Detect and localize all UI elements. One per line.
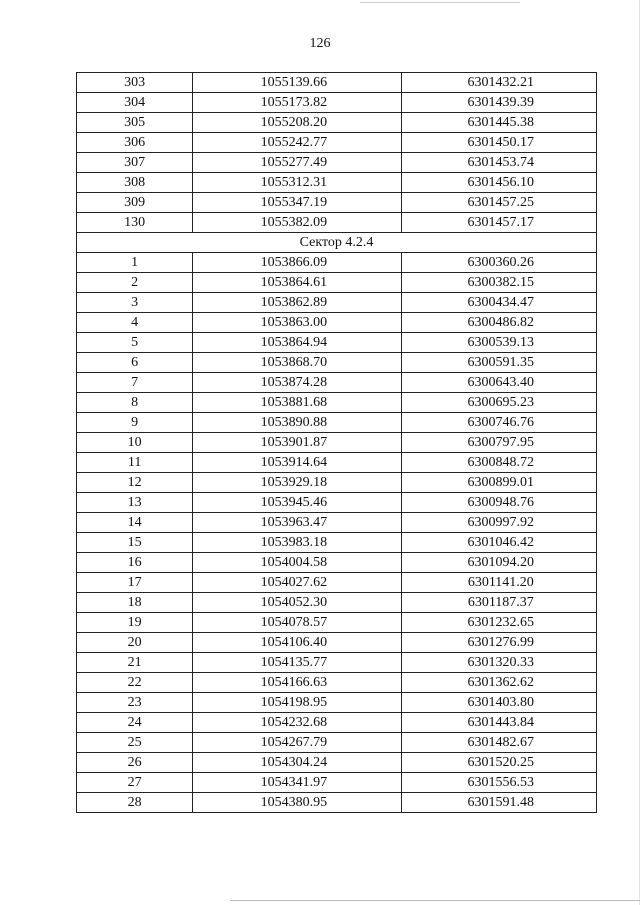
x-coordinate-cell: 1054052.30 xyxy=(193,593,401,613)
x-coordinate-cell: 1055208.20 xyxy=(193,113,401,133)
point-number-cell: 8 xyxy=(77,393,193,413)
x-coordinate-cell: 1053864.94 xyxy=(193,333,401,353)
y-coordinate-cell: 6301141.20 xyxy=(401,573,596,593)
coordinates-table xyxy=(76,72,597,813)
table-row xyxy=(77,173,597,193)
table-row xyxy=(77,773,597,793)
y-coordinate-cell: 6300434.47 xyxy=(401,293,596,313)
y-coordinate-cell: 6301457.17 xyxy=(401,213,596,233)
point-number-cell: 28 xyxy=(77,793,193,813)
point-number-cell: 20 xyxy=(77,633,193,653)
scan-artifact-bottom xyxy=(230,900,640,901)
y-coordinate-cell: 6301403.80 xyxy=(401,693,596,713)
table-row xyxy=(77,213,597,233)
y-coordinate-cell: 6301520.25 xyxy=(401,753,596,773)
x-coordinate-cell: 1054027.62 xyxy=(193,573,401,593)
x-coordinate-cell: 1053890.88 xyxy=(193,413,401,433)
y-coordinate-cell: 6301276.99 xyxy=(401,633,596,653)
table-row xyxy=(77,673,597,693)
x-coordinate-cell: 1054380.95 xyxy=(193,793,401,813)
table-row xyxy=(77,373,597,393)
x-coordinate-cell: 1053862.89 xyxy=(193,293,401,313)
point-number-cell: 9 xyxy=(77,413,193,433)
x-coordinate-cell: 1053866.09 xyxy=(193,253,401,273)
x-coordinate-cell: 1053863.00 xyxy=(193,313,401,333)
x-coordinate-cell: 1055347.19 xyxy=(193,193,401,213)
y-coordinate-cell: 6300486.82 xyxy=(401,313,596,333)
point-number-cell: 7 xyxy=(77,373,193,393)
table-row xyxy=(77,153,597,173)
x-coordinate-cell: 1054267.79 xyxy=(193,733,401,753)
point-number-cell: 5 xyxy=(77,333,193,353)
point-number-cell: 2 xyxy=(77,273,193,293)
point-number-cell: 12 xyxy=(77,473,193,493)
point-number-cell: 6 xyxy=(77,353,193,373)
point-number-cell: 24 xyxy=(77,713,193,733)
y-coordinate-cell: 6300643.40 xyxy=(401,373,596,393)
x-coordinate-cell: 1053983.18 xyxy=(193,533,401,553)
y-coordinate-cell: 6300997.92 xyxy=(401,513,596,533)
y-coordinate-cell: 6301445.38 xyxy=(401,113,596,133)
table-row xyxy=(77,533,597,553)
table-row xyxy=(77,553,597,573)
y-coordinate-cell: 6301591.48 xyxy=(401,793,596,813)
table-row xyxy=(77,793,597,813)
point-number-cell: 4 xyxy=(77,313,193,333)
x-coordinate-cell: 1053874.28 xyxy=(193,373,401,393)
point-number-cell: 18 xyxy=(77,593,193,613)
y-coordinate-cell: 6301456.10 xyxy=(401,173,596,193)
point-number-cell: 303 xyxy=(77,73,193,93)
point-number-cell: 10 xyxy=(77,433,193,453)
table-row xyxy=(77,413,597,433)
point-number-cell: 308 xyxy=(77,173,193,193)
table-row xyxy=(77,733,597,753)
x-coordinate-cell: 1053945.46 xyxy=(193,493,401,513)
y-coordinate-cell: 6300382.15 xyxy=(401,273,596,293)
y-coordinate-cell: 6301556.53 xyxy=(401,773,596,793)
table-row xyxy=(77,433,597,453)
table-row xyxy=(77,393,597,413)
point-number-cell: 14 xyxy=(77,513,193,533)
x-coordinate-cell: 1053868.70 xyxy=(193,353,401,373)
x-coordinate-cell: 1055242.77 xyxy=(193,133,401,153)
point-number-cell: 305 xyxy=(77,113,193,133)
x-coordinate-cell: 1053881.68 xyxy=(193,393,401,413)
table-row xyxy=(77,293,597,313)
point-number-cell: 11 xyxy=(77,453,193,473)
y-coordinate-cell: 6301320.33 xyxy=(401,653,596,673)
point-number-cell: 26 xyxy=(77,753,193,773)
table-row xyxy=(77,493,597,513)
point-number-cell: 304 xyxy=(77,93,193,113)
x-coordinate-cell: 1054341.97 xyxy=(193,773,401,793)
table-row xyxy=(77,633,597,653)
y-coordinate-cell: 6300695.23 xyxy=(401,393,596,413)
point-number-cell: 307 xyxy=(77,153,193,173)
x-coordinate-cell: 1054232.68 xyxy=(193,713,401,733)
x-coordinate-cell: 1053929.18 xyxy=(193,473,401,493)
point-number-cell: 19 xyxy=(77,613,193,633)
x-coordinate-cell: 1055173.82 xyxy=(193,93,401,113)
x-coordinate-cell: 1053901.87 xyxy=(193,433,401,453)
table-row xyxy=(77,253,597,273)
x-coordinate-cell: 1054004.58 xyxy=(193,553,401,573)
table-row xyxy=(77,593,597,613)
y-coordinate-cell: 6301453.74 xyxy=(401,153,596,173)
x-coordinate-cell: 1053914.64 xyxy=(193,453,401,473)
x-coordinate-cell: 1053963.47 xyxy=(193,513,401,533)
table-row xyxy=(77,613,597,633)
point-number-cell: 3 xyxy=(77,293,193,313)
y-coordinate-cell: 6301232.65 xyxy=(401,613,596,633)
x-coordinate-cell: 1055139.66 xyxy=(193,73,401,93)
y-coordinate-cell: 6300848.72 xyxy=(401,453,596,473)
point-number-cell: 16 xyxy=(77,553,193,573)
point-number-cell: 130 xyxy=(77,213,193,233)
table-row xyxy=(77,753,597,773)
table-row xyxy=(77,573,597,593)
y-coordinate-cell: 6301094.20 xyxy=(401,553,596,573)
point-number-cell: 25 xyxy=(77,733,193,753)
y-coordinate-cell: 6301187.37 xyxy=(401,593,596,613)
x-coordinate-cell: 1054106.40 xyxy=(193,633,401,653)
table-row xyxy=(77,453,597,473)
x-coordinate-cell: 1054166.63 xyxy=(193,673,401,693)
y-coordinate-cell: 6301439.39 xyxy=(401,93,596,113)
table-row xyxy=(77,473,597,493)
y-coordinate-cell: 6301443.84 xyxy=(401,713,596,733)
table-row xyxy=(77,193,597,213)
coordinates-table-body xyxy=(77,73,597,813)
table-row xyxy=(77,93,597,113)
y-coordinate-cell: 6301362.62 xyxy=(401,673,596,693)
y-coordinate-cell: 6301432.21 xyxy=(401,73,596,93)
table-row xyxy=(77,693,597,713)
y-coordinate-cell: 6300360.26 xyxy=(401,253,596,273)
scan-artifact-top xyxy=(360,2,520,3)
table-row xyxy=(77,133,597,153)
point-number-cell: 309 xyxy=(77,193,193,213)
x-coordinate-cell: 1054304.24 xyxy=(193,753,401,773)
x-coordinate-cell: 1055382.09 xyxy=(193,213,401,233)
y-coordinate-cell: 6300948.76 xyxy=(401,493,596,513)
table-row xyxy=(77,513,597,533)
y-coordinate-cell: 6300591.35 xyxy=(401,353,596,373)
point-number-cell: 23 xyxy=(77,693,193,713)
point-number-cell: 21 xyxy=(77,653,193,673)
y-coordinate-cell: 6300539.13 xyxy=(401,333,596,353)
x-coordinate-cell: 1053864.61 xyxy=(193,273,401,293)
point-number-cell: 22 xyxy=(77,673,193,693)
x-coordinate-cell: 1055277.49 xyxy=(193,153,401,173)
y-coordinate-cell: 6301457.25 xyxy=(401,193,596,213)
x-coordinate-cell: 1055312.31 xyxy=(193,173,401,193)
y-coordinate-cell: 6301482.67 xyxy=(401,733,596,753)
table-row xyxy=(77,333,597,353)
table-row xyxy=(77,653,597,673)
point-number-cell: 306 xyxy=(77,133,193,153)
table-row xyxy=(77,713,597,733)
table-row xyxy=(77,313,597,333)
table-row xyxy=(77,273,597,293)
y-coordinate-cell: 6300797.95 xyxy=(401,433,596,453)
y-coordinate-cell: 6300899.01 xyxy=(401,473,596,493)
y-coordinate-cell: 6301046.42 xyxy=(401,533,596,553)
point-number-cell: 15 xyxy=(77,533,193,553)
y-coordinate-cell: 6300746.76 xyxy=(401,413,596,433)
point-number-cell: 1 xyxy=(77,253,193,273)
point-number-cell: 17 xyxy=(77,573,193,593)
table-row xyxy=(77,353,597,373)
point-number-cell: 13 xyxy=(77,493,193,513)
x-coordinate-cell: 1054198.95 xyxy=(193,693,401,713)
x-coordinate-cell: 1054135.77 xyxy=(193,653,401,673)
table-row xyxy=(77,73,597,93)
section-header-row xyxy=(77,233,597,253)
y-coordinate-cell: 6301450.17 xyxy=(401,133,596,153)
x-coordinate-cell: 1054078.57 xyxy=(193,613,401,633)
table-row xyxy=(77,113,597,133)
page-number: 126 xyxy=(309,36,331,51)
section-title: Сектор 4.2.4 xyxy=(77,233,597,253)
point-number-cell: 27 xyxy=(77,773,193,793)
